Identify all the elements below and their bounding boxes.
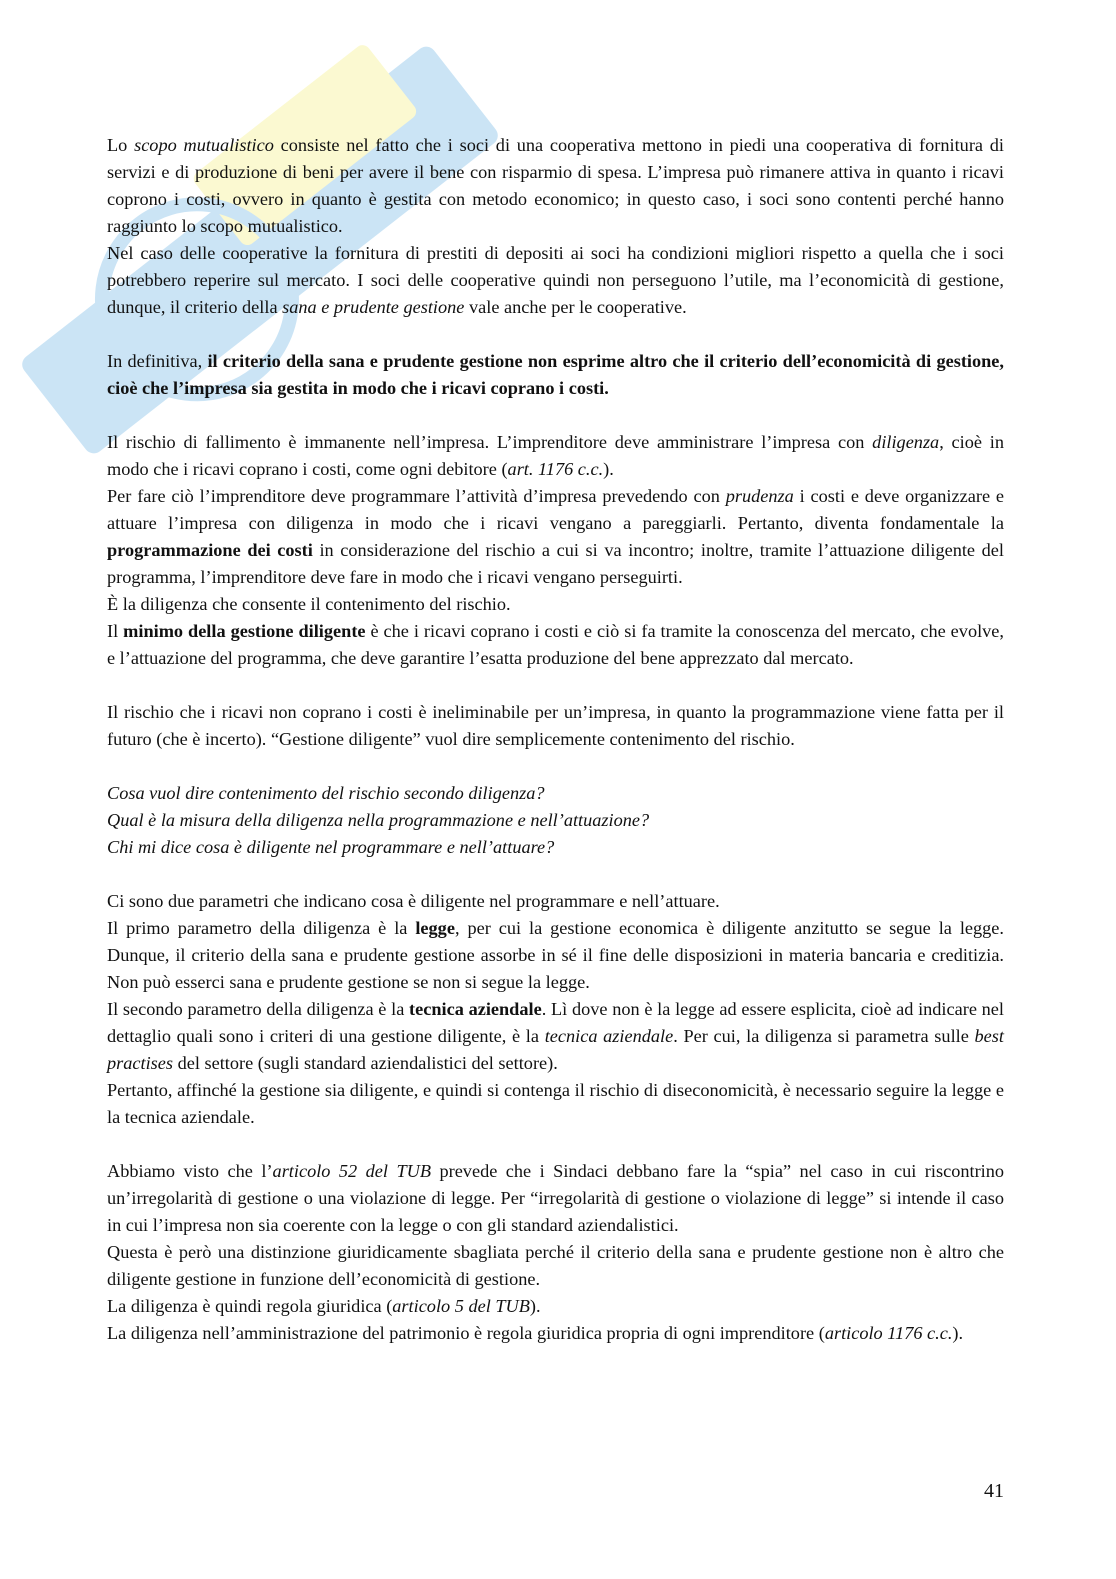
paragraph-articolo-52: Abbiamo visto che l’articolo 52 del TUB prevede che i Sindaci debbano fare la “spia” nel caso in cui riscontrino un’irregolarità di gestione o una violazione di legge. Per “irregolarità di gestione o violazione di legge” si intende il caso in cui l’impresa non sia coerente con la legge o con gli standard aziendalistici. xyxy=(107,1161,1005,1235)
paragraph-scopo-mutualistico: Lo scopo mutualistico consiste nel fatto che i soci di una cooperativa mettono in piedi una cooperativa di fornitura di servizi e di produzione di beni per avere il bene con risparmio di spesa. L’impresa può rimanere attiva in quanto i ricavi coprono i costi, ovvero in quanto è gestita con metodo economico; in questo caso, i soci sono contenti perché hanno raggiunto lo scopo mutualistico. xyxy=(107,135,1004,236)
document-body xyxy=(107,132,1004,1347)
paragraph-cooperative: Nel caso delle cooperative la fornitura di prestiti di depositi ai soci ha condizioni migliori rispetto a quella che i soci potrebbero reperire sul mercato. I soci delle cooperative quindi non perseguono l’utile, ma l’economicità di gestione, dunque, il criterio della sana e prudente gestione vale anche per le cooperative. xyxy=(107,243,1004,317)
paragraph-rischio-ineliminabile: Il rischio che i ricavi non coprano i costi è ineliminabile per un’impresa, in quanto la programmazione viene fatta per il futuro (che è incerto). “Gestione diligente” vuol dire semplicemente contenimento del rischio. xyxy=(107,702,1004,749)
paragraph-diligenza-contenimento: È la diligenza che consente il contenimento del rischio. xyxy=(107,594,511,614)
page-number: 41 xyxy=(984,1480,1004,1502)
paragraph-primo-parametro: Il primo parametro della diligenza è la legge, per cui la gestione economica è diligente anzitutto se segue la legge. Dunque, il criterio della sana e prudente gestione assorbe in sé il fine delle disposizioni in materia bancaria e creditizia. Non può esserci sana e prudente gestione se non si segue la legge. xyxy=(107,918,1004,992)
paragraph-distinzione: Questa è però una distinzione giuridicamente sbagliata perché il criterio della sana e prudente gestione non è altro che diligente gestione in funzione dell’economicità di gestione. xyxy=(107,1242,1004,1289)
paragraph-rischio-fallimento: Il rischio di fallimento è immanente nell’impresa. L’imprenditore deve amministrare l’impresa con diligenza, cioè in modo che i ricavi coprano i costi, come ogni debitore (art. 1176 c.c.). xyxy=(107,432,1004,479)
paragraph-pertanto: Pertanto, affinché la gestione sia diligente, e quindi si contenga il rischio di diseconomicità, è necessario seguire la legge e la tecnica aziendale. xyxy=(107,1080,1004,1127)
paragraph-minimo-gestione: Il minimo della gestione diligente è che i ricavi coprano i costi e ciò si fa tramite la conoscenza del mercato, che evolve, e l’attuazione del programma, che deve garantire l’esatta produzione del bene apprezzato dal mercato. xyxy=(107,621,1004,668)
paragraph-secondo-parametro: Il secondo parametro della diligenza è la tecnica aziendale. Lì dove non è la legge ad essere esplicita, cioè ad indicare nel dettaglio quali sono i criteri di una gestione diligente, è la tecnica aziendale. Per cui, la diligenza si parametra sulle best practises del settore (sugli standard aziendalistici del settore). xyxy=(107,999,1004,1073)
question-1: Cosa vuol dire contenimento del rischio secondo diligenza? xyxy=(107,783,545,803)
question-2: Qual è la misura della diligenza nella programmazione e nell’attuazione? xyxy=(107,810,650,830)
paragraph-regola-giuridica: La diligenza è quindi regola giuridica (articolo 5 del TUB). xyxy=(107,1296,541,1316)
paragraph-in-definitiva: In definitiva, il criterio della sana e prudente gestione non esprime altro che il criterio dell’economicità di gestione, cioè che l’impresa sia gestita in modo che i ricavi coprano i costi. xyxy=(107,351,1004,398)
paragraph-due-parametri: Ci sono due parametri che indicano cosa è diligente nel programmare e nell’attuare. xyxy=(107,891,720,911)
paragraph-amministrazione-patrimonio: La diligenza nell’amministrazione del patrimonio è regola giuridica propria di ogni imprenditore (articolo 1176 c.c.). xyxy=(107,1323,964,1343)
paragraph-programmazione: Per fare ciò l’imprenditore deve programmare l’attività d’impresa prevedendo con prudenza i costi e deve organizzare e attuare l’impresa con diligenza in modo che i ricavi vengano a pareggiarli. Pertanto, diventa fondamentale la programmazione dei costi in considerazione del rischio a cui si va incontro; inoltre, tramite l’attuazione diligente del programma, l’imprenditore deve fare in modo che i ricavi vengano perseguirti. xyxy=(107,486,1005,587)
question-3: Chi mi dice cosa è diligente nel programmare e nell’attuare? xyxy=(107,837,555,857)
